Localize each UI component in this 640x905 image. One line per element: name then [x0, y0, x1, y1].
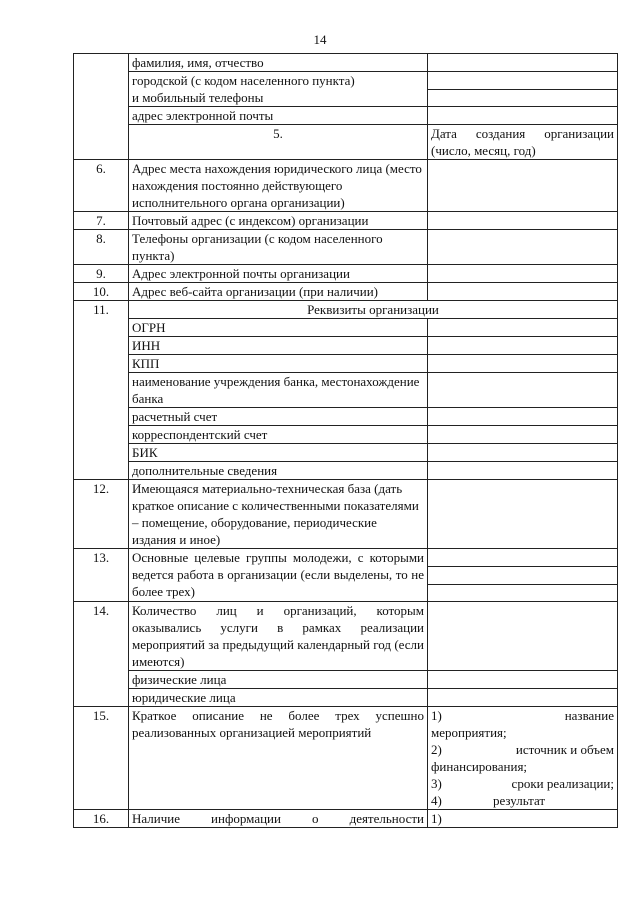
row-label: Количество лиц и организаций, которым оказывались услуги в рамках реализации мероприятий за предыдущий календарный год (если имеются)	[129, 602, 428, 671]
value-cell[interactable]	[428, 462, 618, 480]
value-cell[interactable]	[428, 337, 618, 355]
table-row	[74, 707, 618, 810]
table-row	[74, 355, 618, 373]
table-row	[74, 72, 618, 107]
row-label-text: Наличие информации о деятельности	[132, 811, 424, 826]
item-number: 1)	[431, 708, 442, 723]
value-cell[interactable]	[428, 230, 618, 265]
value-cell[interactable]	[428, 212, 618, 230]
row-label: Почтовый адрес (с индексом) организации	[129, 212, 428, 230]
label-legal: юридические лица	[129, 689, 428, 707]
value-cell[interactable]	[428, 671, 618, 689]
value-cell[interactable]	[428, 160, 618, 212]
label-phones-line2: и мобильный телефоны	[132, 90, 264, 105]
value-cell[interactable]: 1)	[428, 810, 618, 828]
table-row	[74, 107, 618, 125]
value-cell[interactable]	[428, 602, 618, 671]
item-text: результат	[493, 793, 546, 808]
row-label: Дата создания организации (число, месяц, год)	[428, 125, 618, 160]
row-number: 16.	[74, 810, 129, 828]
value-cell[interactable]	[428, 319, 618, 337]
row-label: Имеющаяся материально-техническая база (дать краткое описание с количественными показателями – помещение, оборудование, периодические издания и иное)	[129, 480, 428, 549]
value-cell[interactable]	[428, 107, 618, 125]
value-cell[interactable]	[428, 549, 618, 602]
label-extra: дополнительные сведения	[129, 462, 428, 480]
value-cell[interactable]	[428, 355, 618, 373]
value-cell[interactable]	[428, 265, 618, 283]
row-label	[129, 810, 428, 828]
label-kpp: КПП	[129, 355, 428, 373]
label-individuals: физические лица	[129, 671, 428, 689]
value-cell[interactable]	[428, 426, 618, 444]
item-text: сроки реализации;	[511, 776, 614, 791]
value-cell[interactable]	[428, 72, 618, 107]
table-row	[74, 54, 618, 72]
label-fio: фамилия, имя, отчество	[129, 54, 428, 72]
table-row	[74, 408, 618, 426]
table-row	[74, 373, 618, 408]
row-number: 14.	[74, 602, 129, 707]
list-item	[431, 775, 614, 792]
table-row	[74, 319, 618, 337]
value-cell[interactable]	[428, 54, 618, 72]
row-label: Адрес электронной почты организации	[129, 265, 428, 283]
value-cell[interactable]	[428, 408, 618, 426]
item-number: 3)	[431, 776, 442, 791]
table-row	[74, 283, 618, 301]
table-row	[74, 462, 618, 480]
label-bank: наименование учреждения банка, местонахождение банка	[129, 373, 428, 408]
list-item	[431, 792, 614, 809]
label-bik: БИК	[129, 444, 428, 462]
item-number: 4)	[431, 793, 442, 808]
item-number: 2)	[431, 742, 442, 757]
row-label: Адрес веб-сайта организации (при наличии)	[129, 283, 428, 301]
label-phones-line1: городской (с кодом населенного пункта)	[132, 73, 355, 88]
table-row	[74, 212, 618, 230]
table-row	[74, 671, 618, 689]
table-row	[74, 337, 618, 355]
value-cell[interactable]	[428, 283, 618, 301]
item-text: название	[564, 708, 614, 723]
row-number	[74, 54, 129, 160]
events-list	[428, 707, 618, 810]
row-number: 12.	[74, 480, 129, 549]
table-row	[74, 602, 618, 671]
section-heading-requisites: Реквизиты организации	[129, 301, 618, 319]
table-row	[74, 160, 618, 212]
label-email: адрес электронной почты	[129, 107, 428, 125]
label-phones	[129, 72, 428, 107]
list-item	[431, 741, 614, 758]
table-row	[74, 810, 618, 828]
value-cell[interactable]	[428, 444, 618, 462]
item-text: источник и объем	[515, 742, 614, 757]
table-row	[74, 125, 618, 160]
value-cell[interactable]	[428, 480, 618, 549]
table-row	[74, 230, 618, 265]
table-row	[74, 444, 618, 462]
row-number: 9.	[74, 265, 129, 283]
row-number: 5.	[129, 125, 428, 160]
row-label: Основные целевые группы молодежи, с которыми ведется работа в организации (если выделены, то не более трех)	[129, 549, 428, 602]
row-number: 10.	[74, 283, 129, 301]
table-row	[74, 265, 618, 283]
row-label: Краткое описание не более трех успешно реализованных организацией мероприятий	[129, 707, 428, 810]
label-inn: ИНН	[129, 337, 428, 355]
row-label: Телефоны организации (с кодом населенного пункта)	[129, 230, 428, 265]
table-row	[74, 689, 618, 707]
value-cell[interactable]	[428, 689, 618, 707]
list-item	[431, 707, 614, 724]
label-account: расчетный счет	[129, 408, 428, 426]
row-number: 15.	[74, 707, 129, 810]
value-cell[interactable]	[428, 373, 618, 408]
page-number: 14	[313, 32, 327, 47]
item-text-cont: мероприятия;	[431, 725, 507, 740]
row-number: 7.	[74, 212, 129, 230]
table-row	[74, 549, 618, 602]
label-corr-account: корреспондентский счет	[129, 426, 428, 444]
row-number: 8.	[74, 230, 129, 265]
item-text-cont: финансирования;	[431, 759, 528, 774]
table-row	[74, 480, 618, 549]
row-number: 13.	[74, 549, 129, 602]
application-form-table	[73, 53, 618, 828]
table-row	[74, 301, 618, 319]
row-number: 11.	[74, 301, 129, 480]
row-number: 6.	[74, 160, 129, 212]
row-label: Адрес места нахождения юридического лица (место нахождения постоянно действующего исполнительного органа организации)	[129, 160, 428, 212]
table-row	[74, 426, 618, 444]
label-ogrn: ОГРН	[129, 319, 428, 337]
